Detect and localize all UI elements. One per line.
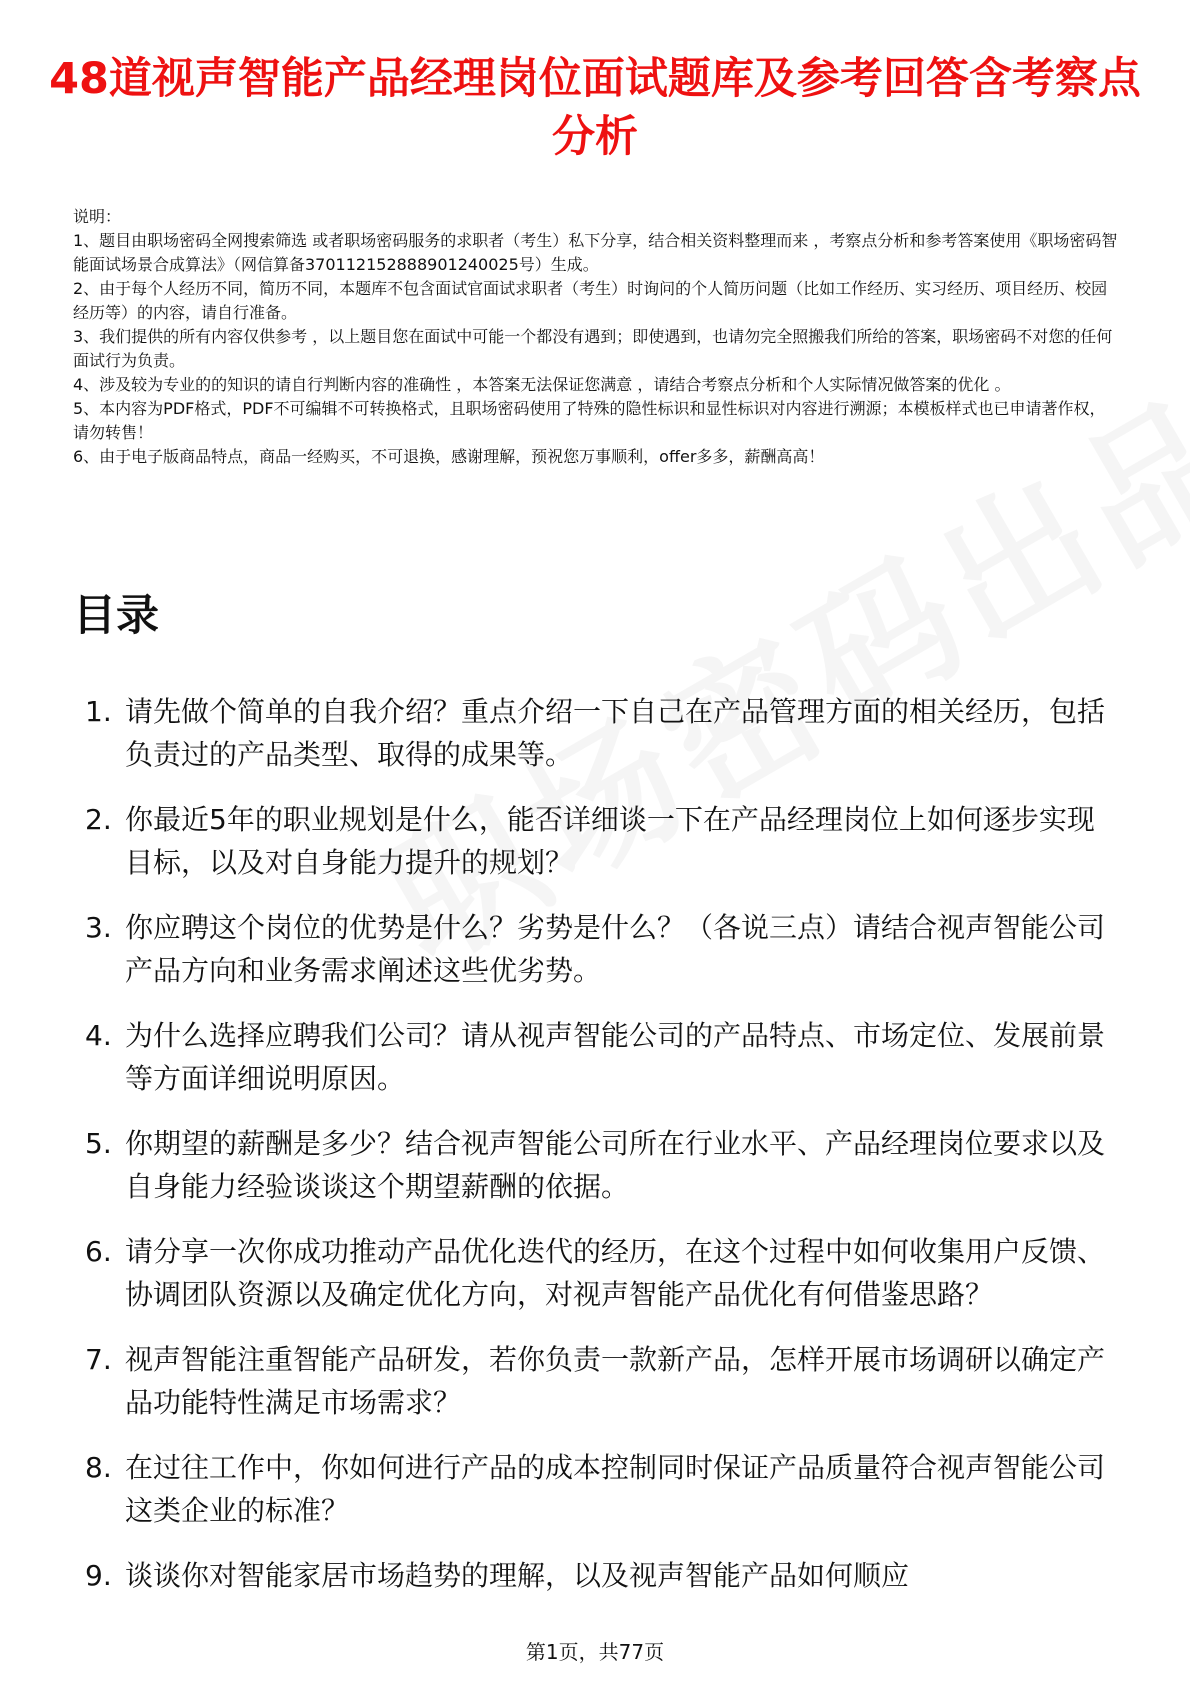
notes-heading: 说明：: [73, 207, 122, 226]
notes-section: [73, 205, 1118, 469]
toc-item-number: 7.: [85, 1343, 112, 1376]
toc-item-text: 谈谈你对智能家居市场趋势的理解，以及视声智能产品如何顺应: [125, 1559, 910, 1592]
toc-item[interactable]: [73, 1230, 1118, 1316]
note-item: 5、本内容为PDF格式，PDF不可编辑不可转换格式，且职场密码使用了特殊的隐性标识和显性标识对内容进行溯源；本模板样式也已申请著作权，请勿转售！: [73, 399, 1106, 442]
toc-item[interactable]: [73, 1554, 1118, 1597]
toc-item-number: 2.: [85, 803, 112, 836]
toc-item-number: 5.: [85, 1127, 112, 1160]
document-title: 48道视声智能产品经理岗位面试题库及参考回答含考察点分析: [49, 54, 1141, 162]
note-item: 1、题目由职场密码全网搜索筛选 或者职场密码服务的求职者（考生）私下分享，结合相关资料整理而来 ，考察点分析和参考答案使用《职场密码智能面试场景合成算法》（网信算备370112152888901240025号）生成。: [73, 231, 1118, 274]
toc-item-number: 9.: [85, 1559, 112, 1592]
toc-item[interactable]: [73, 1446, 1118, 1532]
toc-item-text: 为什么选择应聘我们公司？请从视声智能公司的产品特点、市场定位、发展前景等方面详细说明原因。: [125, 1019, 1106, 1095]
toc-item[interactable]: [73, 906, 1118, 992]
toc-item[interactable]: [73, 1122, 1118, 1208]
toc-item-number: 8.: [85, 1451, 112, 1484]
toc-item-number: 1.: [85, 695, 112, 728]
toc-item-number: 6.: [85, 1235, 112, 1268]
toc-item-text: 你最近5年的职业规划是什么，能否详细谈一下在产品经理岗位上如何逐步实现目标，以及对自身能力提升的规划？: [125, 803, 1095, 879]
toc-item-text: 你应聘这个岗位的优势是什么？劣势是什么？（各说三点）请结合视声智能公司产品方向和业务需求阐述这些优劣势。: [125, 911, 1106, 987]
toc-item-number: 3.: [85, 911, 112, 944]
toc-item-text: 视声智能注重智能产品研发，若你负责一款新产品，怎样开展市场调研以确定产品功能特性满足市场需求？: [125, 1343, 1106, 1419]
toc-item-text: 请分享一次你成功推动产品优化迭代的经历，在这个过程中如何收集用户反馈、协调团队资源以及确定优化方向，对视声智能产品优化有何借鉴思路？: [125, 1235, 1106, 1311]
toc-heading: 目录: [73, 591, 159, 641]
page-footer: 第1页，共77页: [525, 1640, 665, 1664]
toc-item-text: 请先做个简单的自我介绍？重点介绍一下自己在产品管理方面的相关经历，包括负责过的产品类型、取得的成果等。: [125, 695, 1106, 771]
note-item: 4、涉及较为专业的的知识的请自行判断内容的准确性 ，本答案无法保证您满意 ，请结合考察点分析和个人实际情况做答案的优化 。: [73, 375, 1011, 394]
toc-item[interactable]: [73, 1338, 1118, 1424]
note-item: 6、由于电子版商品特点，商品一经购买，不可退换，感谢理解，预祝您万事顺利，offer多多，薪酬高高！: [73, 447, 825, 466]
toc-item[interactable]: [73, 690, 1118, 776]
note-item: 2、由于每个人经历不同，简历不同，本题库不包含面试官面试求职者（考生）时询问的个人简历问题（比如工作经历、实习经历、项目经历、校园经历等）的内容，请自行准备。: [73, 279, 1108, 322]
toc-item[interactable]: [73, 1014, 1118, 1100]
toc-item-text: 在过往工作中，你如何进行产品的成本控制同时保证产品质量符合视声智能公司这类企业的标准？: [125, 1451, 1106, 1527]
toc-item[interactable]: [73, 798, 1118, 884]
toc-item-number: 4.: [85, 1019, 112, 1052]
note-item: 3、我们提供的所有内容仅供参考 ，以上题目您在面试中可能一个都没有遇到；即使遇到，也请勿完全照搬我们所给的答案，职场密码不对您的任何面试行为负责。: [73, 327, 1113, 370]
toc-item-text: 你期望的薪酬是多少？结合视声智能公司所在行业水平、产品经理岗位要求以及自身能力经验谈谈这个期望薪酬的依据。: [125, 1127, 1106, 1203]
table-of-contents: [73, 690, 1118, 1619]
